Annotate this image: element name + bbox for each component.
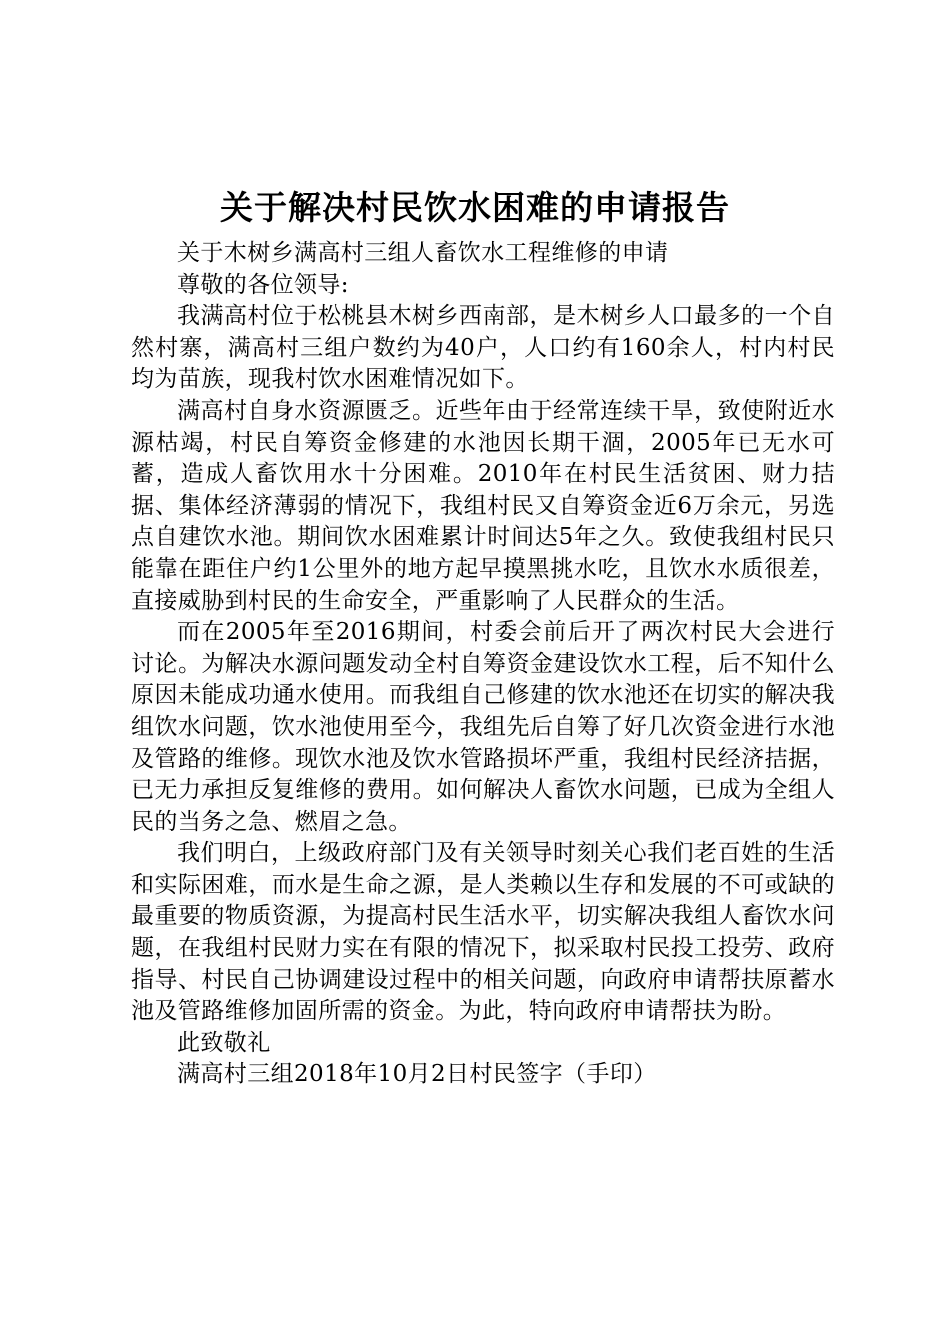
salutation: 尊敬的各位领导: (177, 271, 349, 298)
closing-line: 此致敬礼 (177, 1029, 271, 1056)
body-paragraph-3: 而在2005年至2016期间，村委会前后开了两次村民大会进行讨论。为解决水源问题发动全村自筹资金建设饮水工程，后不知什么原因未能成功通水使用。而我组自己修建的饮水池还在切实的解决我组饮水问题，饮水池使用至今，我组先后自筹了好几次资金进行水池及管路的维修。现饮水池及饮水管路损坏严重，我组村民经济拮据，已无力承担反复维修的费用。如何解决人畜饮水问题，已成为全组人民的当务之急、燃眉之急。 (131, 619, 835, 835)
document-body (131, 238, 835, 1091)
body-paragraph-4: 我们明白，上级政府部门及有关领导时刻关心我们老百姓的生活和实际困难，而水是生命之源，是人类赖以生存和发展的不可或缺的最重要的物质资源，为提高村民生活水平，切实解决我组人畜饮水问题，在我组村民财力实在有限的情况下，拟采取村民投工投劳、政府指导、村民自己协调建设过程中的相关问题，向政府申请帮扶原蓄水池及管路维修加固所需的资金。为此，特向政府申请帮扶为盼。 (131, 840, 835, 1025)
body-paragraph-1: 我满高村位于松桃县木树乡西南部，是木树乡人口最多的一个自然村寨，满高村三组户数约为40户，人口约有160余人，村内村民均为苗族，现我村饮水困难情况如下。 (131, 303, 835, 393)
subject-line: 关于木树乡满高村三组人畜饮水工程维修的申请 (177, 240, 669, 266)
document-title: 关于解决村民饮水困难的申请报告 (220, 188, 730, 227)
body-paragraph-2: 满高村自身水资源匮乏。近些年由于经常连续干旱，致使附近水源枯竭，村民自筹资金修建的水池因长期干涸，2005年已无水可蓄，造成人畜饮用水十分困难。2010年在村民生活贫困、财力拮据、集体经济薄弱的情况下，我组村民又自筹资金近6万余元，另选点自建饮水池。期间饮水困难累计时间达5年之久。致使我组村民只能靠在距住户约1公里外的地方起早摸黑挑水吃，且饮水水质很差，直接威胁到村民的生命安全，严重影响了人民群众的生活。 (131, 397, 835, 614)
signature-line: 满高村三组2018年10月2日村民签字（手印） (177, 1061, 657, 1088)
